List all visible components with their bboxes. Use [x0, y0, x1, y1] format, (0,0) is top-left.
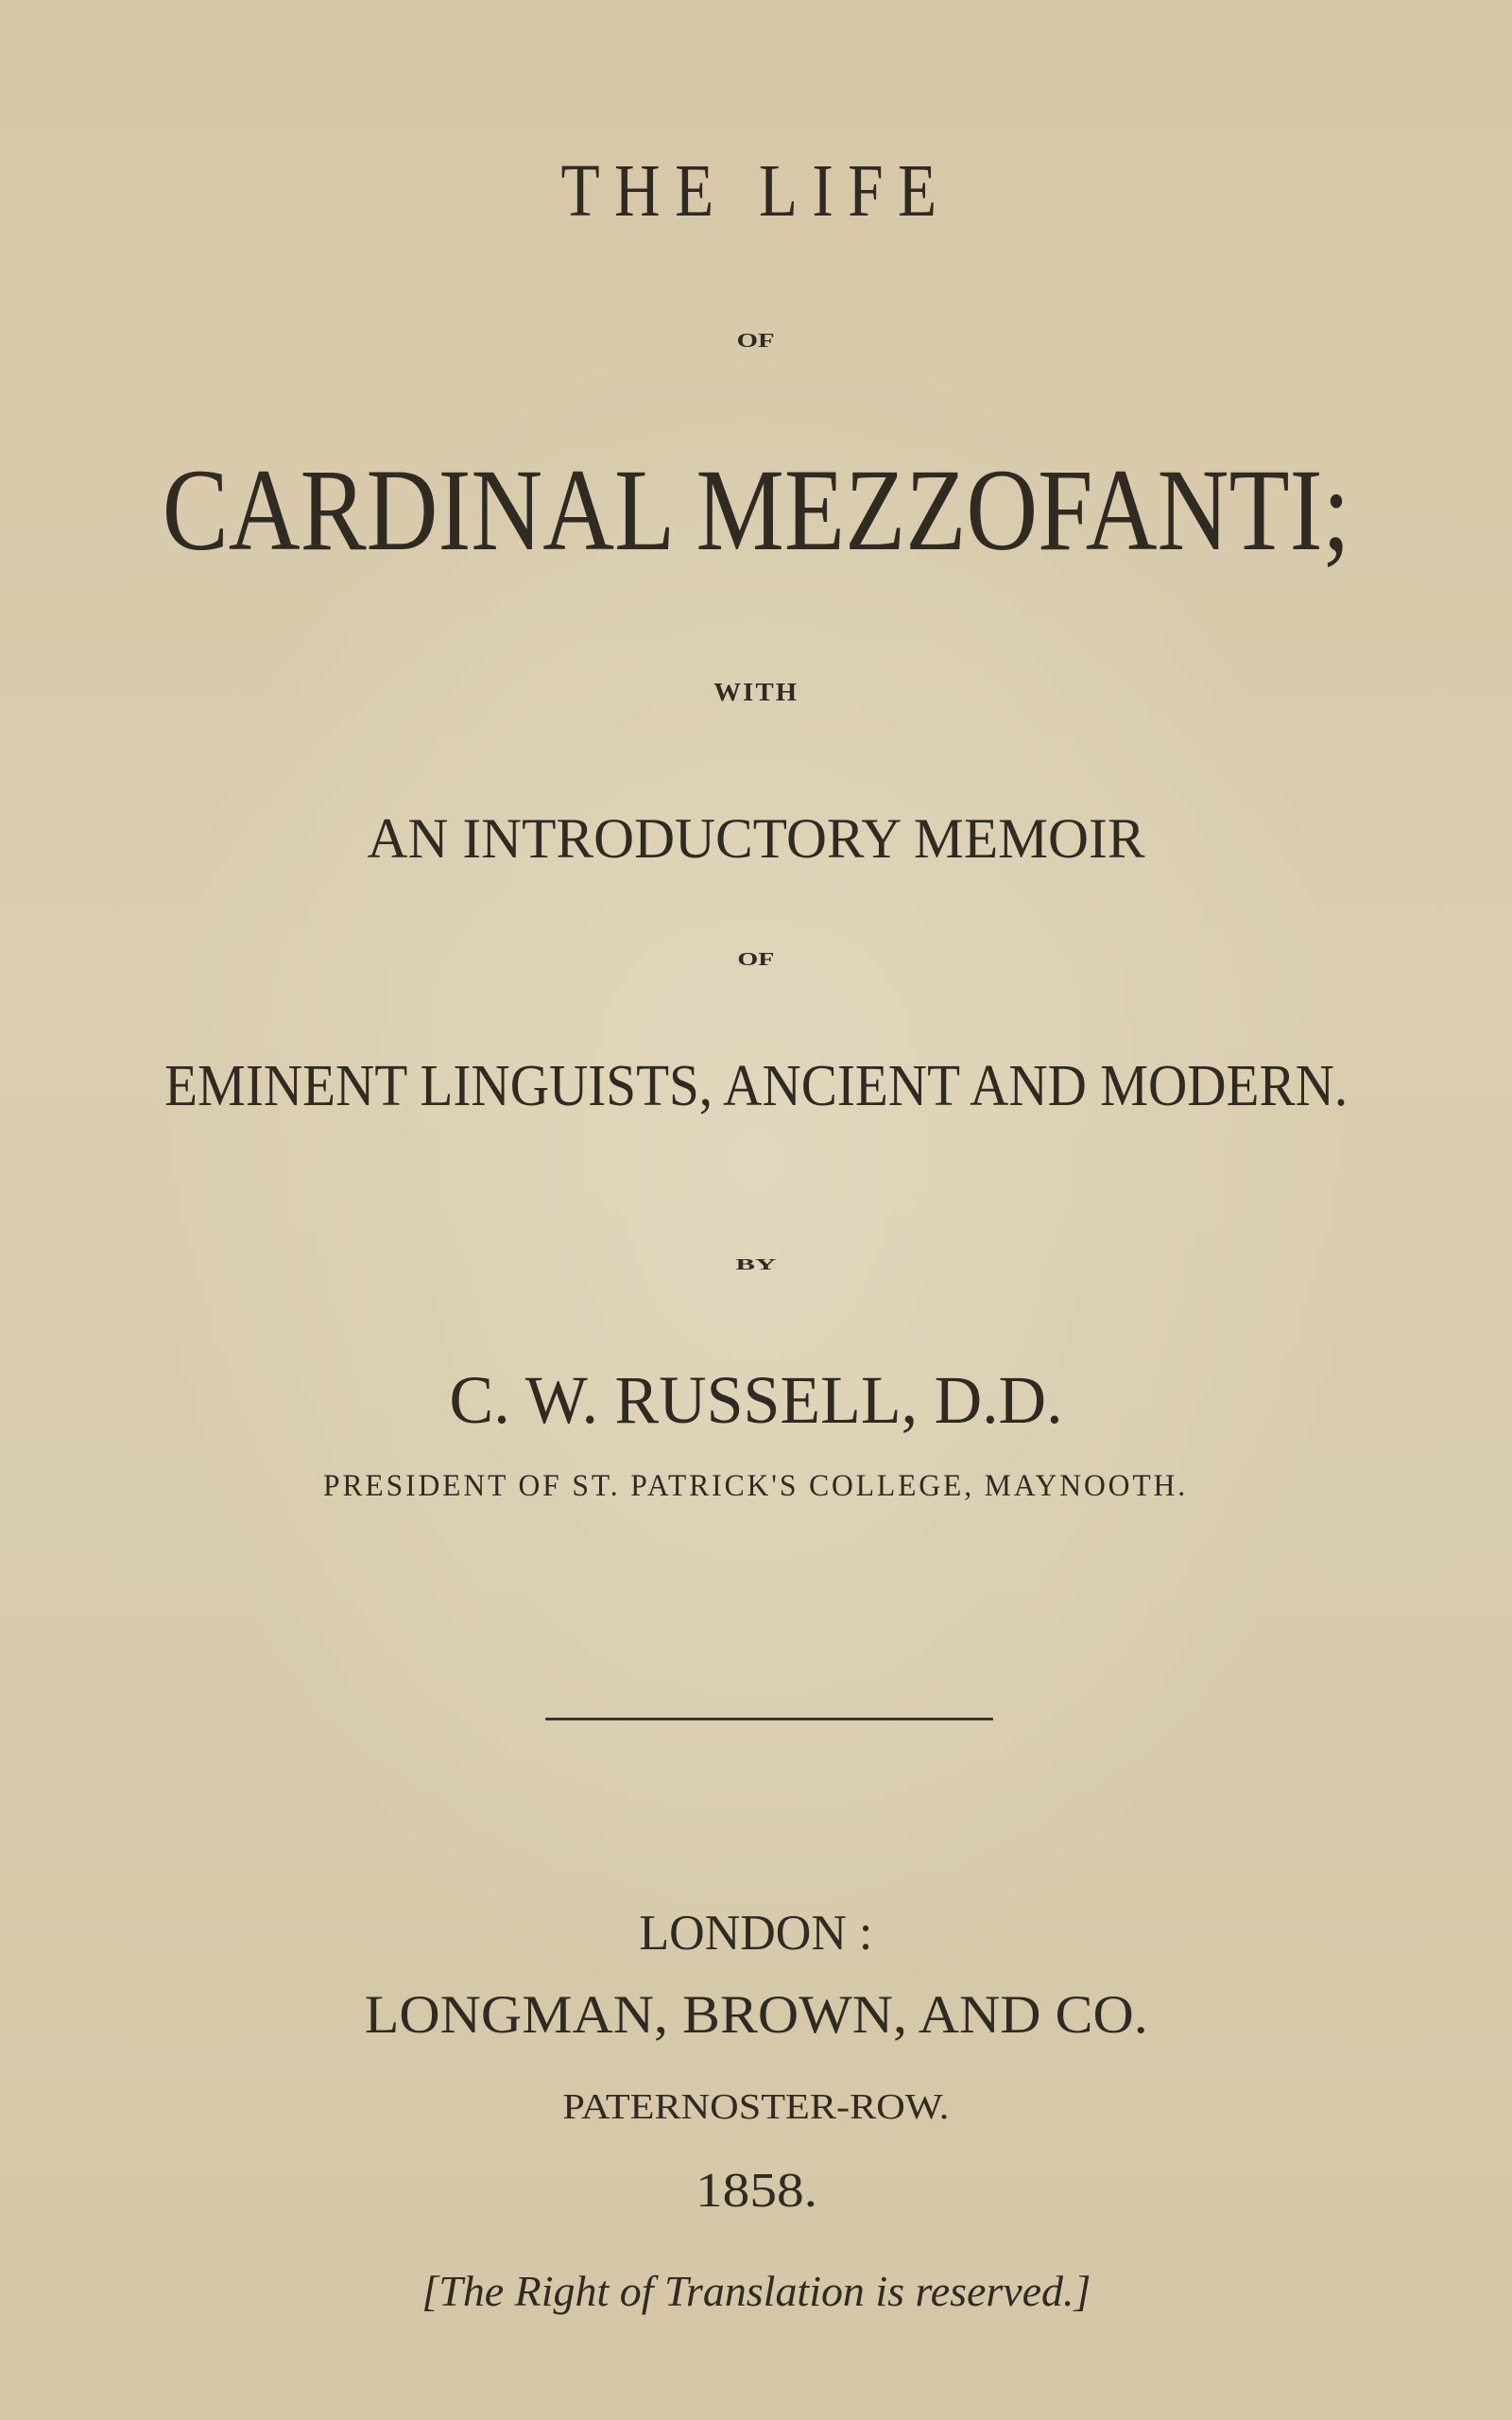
connector-of-1 [0, 331, 1512, 351]
heading-linguists [0, 1054, 1512, 1118]
with-text: WITH [713, 678, 799, 706]
of-text: OF [736, 329, 775, 352]
imprint-place [0, 1906, 1512, 1961]
linguists-text: EMINENT LINGUISTS, ANCIENT AND MODERN. [163, 1054, 1349, 1118]
connector-by [0, 1256, 1512, 1272]
connector-of-2 [0, 950, 1512, 969]
of-text-2: OF [737, 949, 775, 970]
publisher-text: LONGMAN, BROWN, AND CO. [364, 1985, 1148, 2045]
imprint-street [0, 2089, 1512, 2125]
heading-subject [0, 445, 1512, 575]
author-title-text: PRESIDENT OF ST. PATRICK'S COLLEGE, MAYNOOTH. [323, 1469, 1189, 1503]
divider-rule [545, 1718, 993, 1720]
rights-notice [0, 2267, 1512, 2315]
imprint-publisher [0, 1985, 1512, 2045]
author-name [0, 1362, 1512, 1438]
memoir-text: AN INTRODUCTORY MEMOIR [367, 807, 1145, 870]
year-text: 1858. [695, 2164, 817, 2218]
author-title [0, 1471, 1512, 1502]
connector-with [0, 680, 1512, 705]
subject-text: CARDINAL MEZZOFANTI; [162, 445, 1350, 575]
imprint-year [0, 2164, 1512, 2218]
the-life-text: THE LIFE [560, 150, 952, 233]
author-name-text: C. W. RUSSELL, D.D. [449, 1362, 1063, 1438]
heading-memoir [0, 807, 1512, 870]
heading-the-life [0, 150, 1512, 233]
street-text: PATERNOSTER-ROW. [562, 2087, 950, 2127]
by-text: BY [735, 1255, 777, 1273]
place-text: LONDON : [639, 1906, 873, 1961]
rights-notice-text: [The Right of Translation is reserved.] [421, 2267, 1091, 2315]
